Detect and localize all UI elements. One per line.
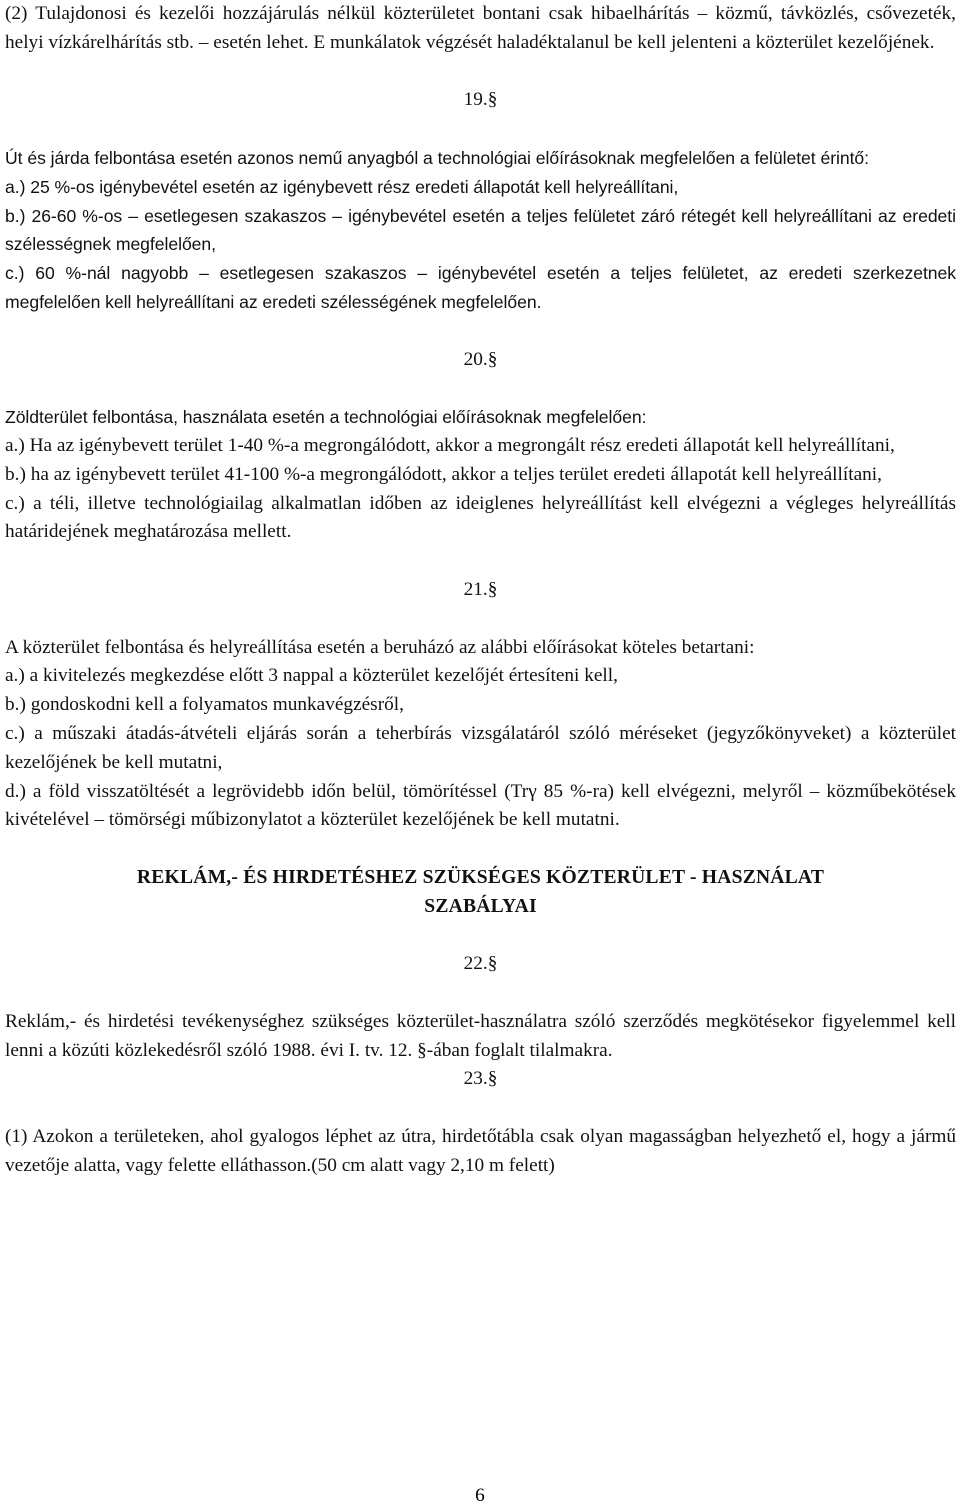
section-19-item-a: a.) 25 %-os igénybevétel esetén az igénybevett rész eredeti állapotát kell helyreállítani, (5, 176, 679, 197)
section-title-line-1: REKLÁM,- ÉS HIRDETÉSHEZ SZÜKSÉGES KÖZTERÜLET - HASZNÁLAT (136, 866, 825, 888)
section-19-lead: Út és járda felbontása esetén azonos nemű anyagból a technológiai előírásoknak megfelelően a felületet érintő: (5, 147, 870, 168)
section-title-line-2: SZABÁLYAI (424, 895, 537, 917)
section-21-item-b: b.) gondoskodni kell a folyamatos munkavégzésről, (5, 694, 404, 716)
section-21-item-c: c.) a műszaki átadás-átvételi eljárás során a teherbírás vizsgálatáról szóló méréseket (jegyzőkönyveket) a közterület kezelőjének be kell mutatni, (5, 722, 956, 773)
intro-paragraph: (2) Tulajdonosi és kezelői hozzájárulás nélkül közterületet bontani csak hibaelhárítás – közmű, távközlés, csővezeték, helyi vízkárelhárítás stb. – esetén lehet. E munkálatok végzését haladéktalanul be kell jelenteni a közterület kezelőjének. (5, 3, 956, 53)
section-20-item-b: b.) ha az igénybevett terület 41-100 %-a megrongálódott, akkor a teljes terület eredeti állapotát kell helyreállítani, (5, 463, 882, 485)
section-20-item-c: c.) a téli, illetve technológiailag alkalmatlan időben az ideiglenes helyreállítást kell elvégezni a végleges helyreállítás határidejének meghatározása mellett. (5, 492, 956, 543)
section-21-item-d: d.) a föld visszatöltését a legrövidebb időn belül, tömörítéssel (Trγ 85 %-ra) kell elvégezni, melyről – közműbekötések kivételével – tömörségi műbizonylatot a közterület kezelőjének be kell mutatni. (5, 780, 956, 831)
section-22-heading: 22.§ (463, 953, 498, 975)
section-23-text: (1) Azokon a területeken, ahol gyalogos léphet az útra, hirdetőtábla csak olyan magasságban helyezhető el, hogy a jármű vezetője alatta, vagy felette elláthasson.(50 cm alatt vagy 2,10 m felett) (5, 1126, 956, 1176)
section-21-lead: A közterület felbontása és helyreállítása esetén a beruházó az alábbi előírásokat köteles betartani: (5, 636, 755, 658)
section-20-item-a: a.) Ha az igénybevett terület 1-40 %-a megrongálódott, akkor a megrongált rész eredeti állapotát kell helyreállítani, (5, 434, 895, 456)
section-23-heading: 23.§ (463, 1068, 498, 1090)
section-20-heading: 20.§ (463, 348, 498, 370)
section-22-text: Reklám,- és hirdetési tevékenységhez szükséges közterület-használatra szóló szerződés megkötésekor figyelemmel kell lenni a közúti közlekedésről szóló 1988. évi I. tv. 12. §-ában foglalt tilalmakra. (5, 1010, 956, 1061)
section-21-heading: 21.§ (463, 578, 498, 600)
section-19-item-b: b.) 26-60 %-os – esetlegesen szakaszos – igénybevétel esetén a teljes felületet záró rétegét kell helyreállítani az eredeti szélességnek megfelelően, (5, 205, 956, 255)
section-19-item-c: c.) 60 %-nál nagyobb – esetlegesen szakaszos – igénybevétel esetén a teljes felületet, az eredeti szerkezetnek megfelelően kell helyreállítani az eredeti szélességének megfelelően. (5, 263, 956, 312)
section-21-item-a: a.) a kivitelezés megkezdése előtt 3 nappal a közterület kezelőjét értesíteni kell, (5, 665, 618, 687)
page-number: 6 (475, 1485, 485, 1506)
section-19-heading: 19.§ (463, 89, 498, 111)
section-20-lead: Zöldterület felbontása, használata esetén a technológiai előírásoknak megfelelően: (5, 407, 647, 428)
